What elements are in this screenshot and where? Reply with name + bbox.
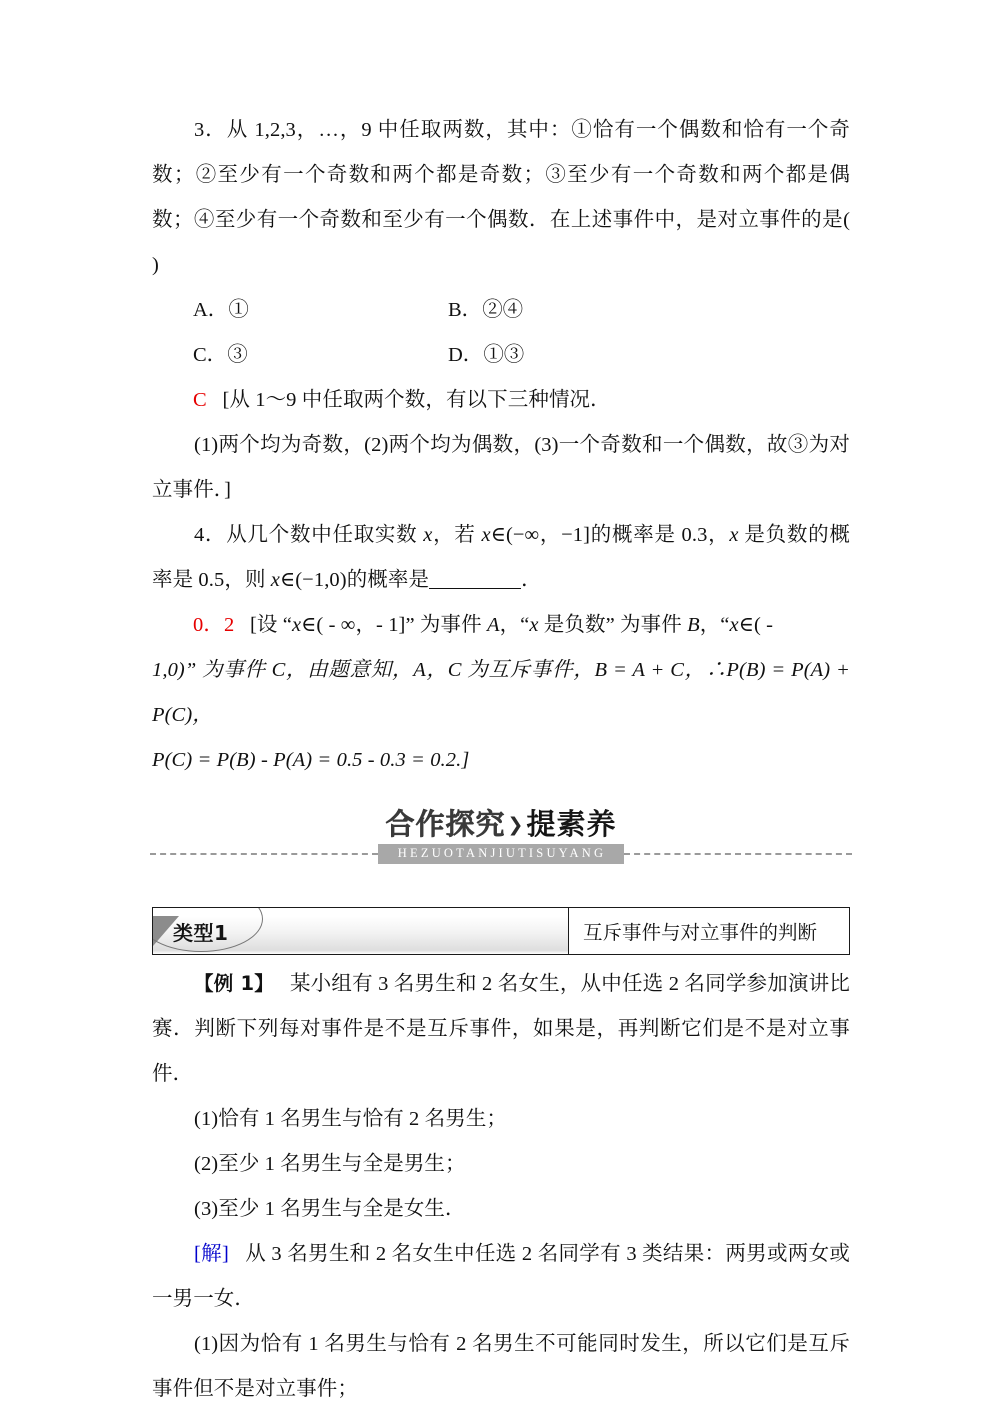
example-item-1: (1)恰有 1 名男生与恰有 2 名男生；: [194, 1108, 508, 1130]
option-a[interactable]: [193, 288, 448, 333]
answer-blank[interactable]: [429, 570, 521, 589]
q4-sol-b: ，“: [499, 614, 530, 636]
banner-dash-right: [624, 853, 852, 855]
option-d-text: ①③: [483, 344, 525, 366]
question-3-options-row-1: [152, 288, 850, 333]
option-d[interactable]: [448, 333, 703, 378]
question-4-solution-line-3: [152, 738, 850, 783]
q4-stem-mid-1: ，若: [432, 524, 482, 546]
q4-stem-mid-2: ∈(−∞，−1]的概率是 0.3，: [490, 524, 730, 546]
q4-sol-line2-text: 1,0)” 为事件 C，由题意知，A，C 为互斥事件，B = A + C，∴P(B) = P(A) + P(C)，: [152, 659, 850, 726]
q4-sol-var-x-3: x: [729, 614, 739, 636]
question-3-options-row-2: [152, 333, 850, 378]
q4-sol-var-x-2: x: [529, 614, 539, 636]
type-box: [152, 907, 850, 955]
example-tag: 【例 1】: [194, 972, 274, 995]
q4-sol-event-b: B: [687, 614, 700, 636]
option-d-key: D．: [448, 344, 484, 366]
q4-stem-pre: 4．从几个数中任取实数: [194, 524, 424, 546]
q4-sol-var-x-1: x: [291, 614, 302, 636]
banner-dash-left: [150, 853, 378, 855]
option-c[interactable]: [193, 333, 448, 378]
banner-arrow-icon: ❯: [507, 814, 525, 836]
question-4-solution-line-2: [152, 648, 850, 738]
q4-sol-e: ∈( -: [738, 614, 774, 636]
q4-sol-pre: [设 “: [250, 614, 292, 636]
solution-tag: [解]: [194, 1243, 229, 1265]
banner-rule-row: [150, 843, 852, 865]
question-4-answer-line: [152, 603, 850, 648]
q4-stem-end: ．: [521, 569, 542, 591]
question-3-answer: C: [193, 389, 207, 411]
banner-title: [150, 807, 852, 845]
q4-var-x-2: x: [481, 524, 491, 546]
option-b[interactable]: [448, 288, 703, 333]
banner-title-light: 合作探究: [385, 807, 506, 841]
option-c-key: C．: [193, 344, 228, 366]
q4-stem-mid-4: ∈(−1,0)的概率是: [279, 569, 430, 591]
option-a-text: ①: [228, 299, 249, 321]
option-a-key: A．: [193, 299, 229, 321]
q4-var-x-3: x: [729, 524, 739, 546]
banner-title-solid: 提素养: [526, 807, 617, 841]
type-box-left: [153, 908, 568, 954]
solution-text: 从 3 名男生和 2 名女生中任选 2 名同学有 3 类结果：两男或两女或一男一女．: [152, 1243, 850, 1310]
q4-sol-event-a: A: [486, 614, 500, 636]
banner-pinyin: HEZUOTANJIUTISUYANG: [378, 844, 624, 864]
type-box-label: 类型1: [173, 920, 229, 945]
q4-sol-line3-text: P(C) = P(B) - P(A) = 0.5 - 0.3 = 0.2.]: [152, 749, 470, 771]
question-3-solution-line-1: [从 1～9 中任取两个数，有以下三种情况．: [222, 389, 611, 411]
example-item-2: (2)至少 1 名男生与全是男生；: [194, 1153, 466, 1175]
q4-stem-mid-3: 是负数的概率是 0.5，则: [152, 524, 850, 591]
q4-var-x-1: x: [423, 524, 433, 546]
question-3-stem: 3．从 1,2,3，…，9 中任取两数，其中：①恰有一个偶数和恰有一个奇数；②至少有一个奇数和两个都是奇数；③至少有一个奇数和两个都是偶数；④至少有一个奇数和至少有一个偶数．在上述事件中，是对立事件的是( ): [152, 119, 850, 276]
section-banner: [150, 807, 852, 877]
example-1-stem: [152, 961, 850, 1097]
type-box-title: 互斥事件与对立事件的判断: [568, 908, 849, 954]
option-b-text: ②④: [482, 299, 524, 321]
example-solution: [152, 1232, 850, 1322]
q4-sol-c: 是负数” 为事件: [538, 614, 688, 636]
q4-var-x-4: x: [270, 569, 280, 591]
example-item-3: (3)至少 1 名男生与全是女生．: [194, 1198, 466, 1220]
question-4-answer: 0．2: [193, 614, 235, 636]
option-c-text: ③: [227, 344, 248, 366]
example-solution-item-1: (1)因为恰有 1 名男生与恰有 2 名男生不可能同时发生，所以它们是互斥事件但不是对立事件；: [152, 1333, 850, 1400]
question-3-solution-line-2: (1)两个均为奇数，(2)两个均为偶数，(3)一个奇数和一个偶数，故③为对立事件．]: [152, 434, 850, 501]
q4-sol-a: ∈( - ∞，- 1]” 为事件: [301, 614, 487, 636]
q4-sol-d: ，“: [699, 614, 730, 636]
option-b-key: B．: [448, 299, 483, 321]
question-3-answer-line: [152, 378, 850, 423]
example-stem-text: 某小组有 3 名男生和 2 名女生，从中任选 2 名同学参加演讲比赛．判断下列每对事件是不是互斥事件，如果是，再判断它们是不是对立事件．: [152, 973, 850, 1085]
question-4-stem: [152, 513, 850, 603]
